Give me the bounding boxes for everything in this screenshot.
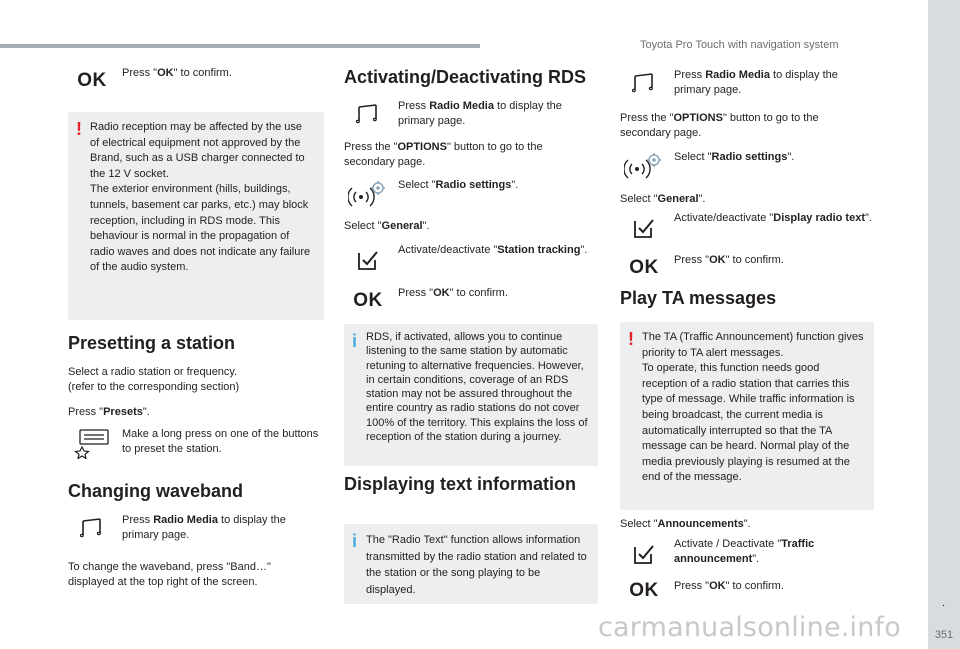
- step-text: Press "OK" to confirm.: [122, 67, 232, 79]
- section-title-text-info: Displaying text information: [344, 474, 577, 494]
- general-paragraph: Select "General".: [344, 220, 430, 232]
- warning-box: [68, 112, 324, 320]
- step-text: Press Radio Media to display the primary page.: [122, 514, 286, 541]
- info-box-radio-text: [344, 524, 598, 604]
- general-paragraph: Select "General".: [620, 193, 706, 205]
- announcements-paragraph: Select "Announcements".: [620, 518, 751, 530]
- step-text: Press Radio Media to display the primary page.: [674, 69, 838, 96]
- info-icon: i: [352, 331, 358, 351]
- options-paragraph: Press the "OPTIONS" button to go to the secondary page.: [344, 141, 543, 168]
- step-text: Make a long press on one of the buttons to preset the station.: [122, 428, 319, 455]
- section-title-rds: Activating/Deactivating RDS: [344, 67, 587, 87]
- checkbox-icon: [344, 243, 392, 277]
- waveband-paragraph: To change the waveband, press "Band…" displayed at the top right of the screen.: [68, 561, 271, 588]
- ok-icon: OK: [353, 290, 383, 311]
- step-text: Activate/deactivate "Display radio text".: [674, 212, 872, 224]
- section-title-waveband: Changing waveband: [68, 481, 244, 501]
- step-text: Press "OK" to confirm.: [674, 254, 784, 266]
- checkbox-icon: [620, 211, 668, 245]
- top-rule: [0, 44, 480, 48]
- checkbox-icon: [620, 537, 668, 571]
- step-text: Press "OK" to confirm.: [674, 580, 784, 592]
- page-header-title: Toyota Pro Touch with navigation system: [640, 39, 839, 51]
- info-icon: i: [352, 531, 358, 551]
- presets-paragraph: Press "Presets".: [68, 406, 150, 418]
- step-text: Press Radio Media to display the primary page.: [398, 100, 562, 127]
- ok-icon: OK: [629, 257, 659, 278]
- preset-paragraph: Select a radio station or frequency. (refer to the corresponding section): [68, 366, 240, 393]
- info-text: RDS, if activated, allows you to continue listening to the same station by automatic retuning to alternative frequencies. However, in certain conditions, coverage of an RDS station may not be assured throughout the entire country as radio stations do not cover 100% of the territory. This explains the loss of reception of the station during a journey.: [366, 331, 588, 444]
- page-number: 351: [934, 629, 954, 641]
- warning-icon: !: [76, 119, 82, 139]
- music-note-icon: [68, 513, 116, 545]
- preset-star-icon: [68, 427, 116, 464]
- warning-icon: !: [628, 329, 634, 349]
- step-text: Activate / Deactivate "Traffic announcement".: [674, 538, 815, 565]
- warning-box-ta: [620, 322, 874, 510]
- info-box-rds: [344, 324, 598, 466]
- step-text: Press "OK" to confirm.: [398, 287, 508, 299]
- sidebar-band: [928, 0, 960, 649]
- watermark: carmanualsonline.info: [598, 612, 901, 643]
- music-note-icon: [344, 99, 392, 131]
- step-text: Activate/deactivate "Station tracking".: [398, 244, 588, 256]
- warning-text: The TA (Traffic Announcement) function gives priority to TA alert messages. To operate, this function needs good reception of a radio station that carries this type of message. While traffic information is being broadcast, the current media is automatically interrupted so that the TA message can be heard. Normal play of the media previously playing is resumed at the end of the message.: [642, 331, 864, 484]
- section-title-presetting: Presetting a station: [68, 333, 236, 353]
- info-text: The "Radio Text" function allows information transmitted by the radio station and related to the station or the song playing to be displayed.: [366, 534, 587, 596]
- step-text: Select "Radio settings".: [398, 179, 519, 191]
- music-note-icon: [620, 68, 668, 100]
- step-text: Select "Radio settings".: [674, 151, 795, 163]
- radio-settings-icon: [344, 178, 392, 215]
- ok-icon: OK: [77, 70, 107, 91]
- warning-text: Radio reception may be affected by the use of electrical equipment not approved by the Brand, such as a USB charger connected to the 12 V socket. The exterior environment (hills, buildings, tunnels, basement car parks, etc.) may block reception, including in RDS mode. This behaviour is normal in the propagation of radio waves and does not indicate any failure of the audio system.: [90, 121, 311, 274]
- section-title-ta: Play TA messages: [620, 288, 777, 308]
- radio-settings-icon: [620, 150, 668, 187]
- options-paragraph: Press the "OPTIONS" button to go to the secondary page.: [620, 112, 819, 139]
- continue-mark: .: [942, 597, 946, 609]
- ok-icon: OK: [629, 580, 659, 601]
